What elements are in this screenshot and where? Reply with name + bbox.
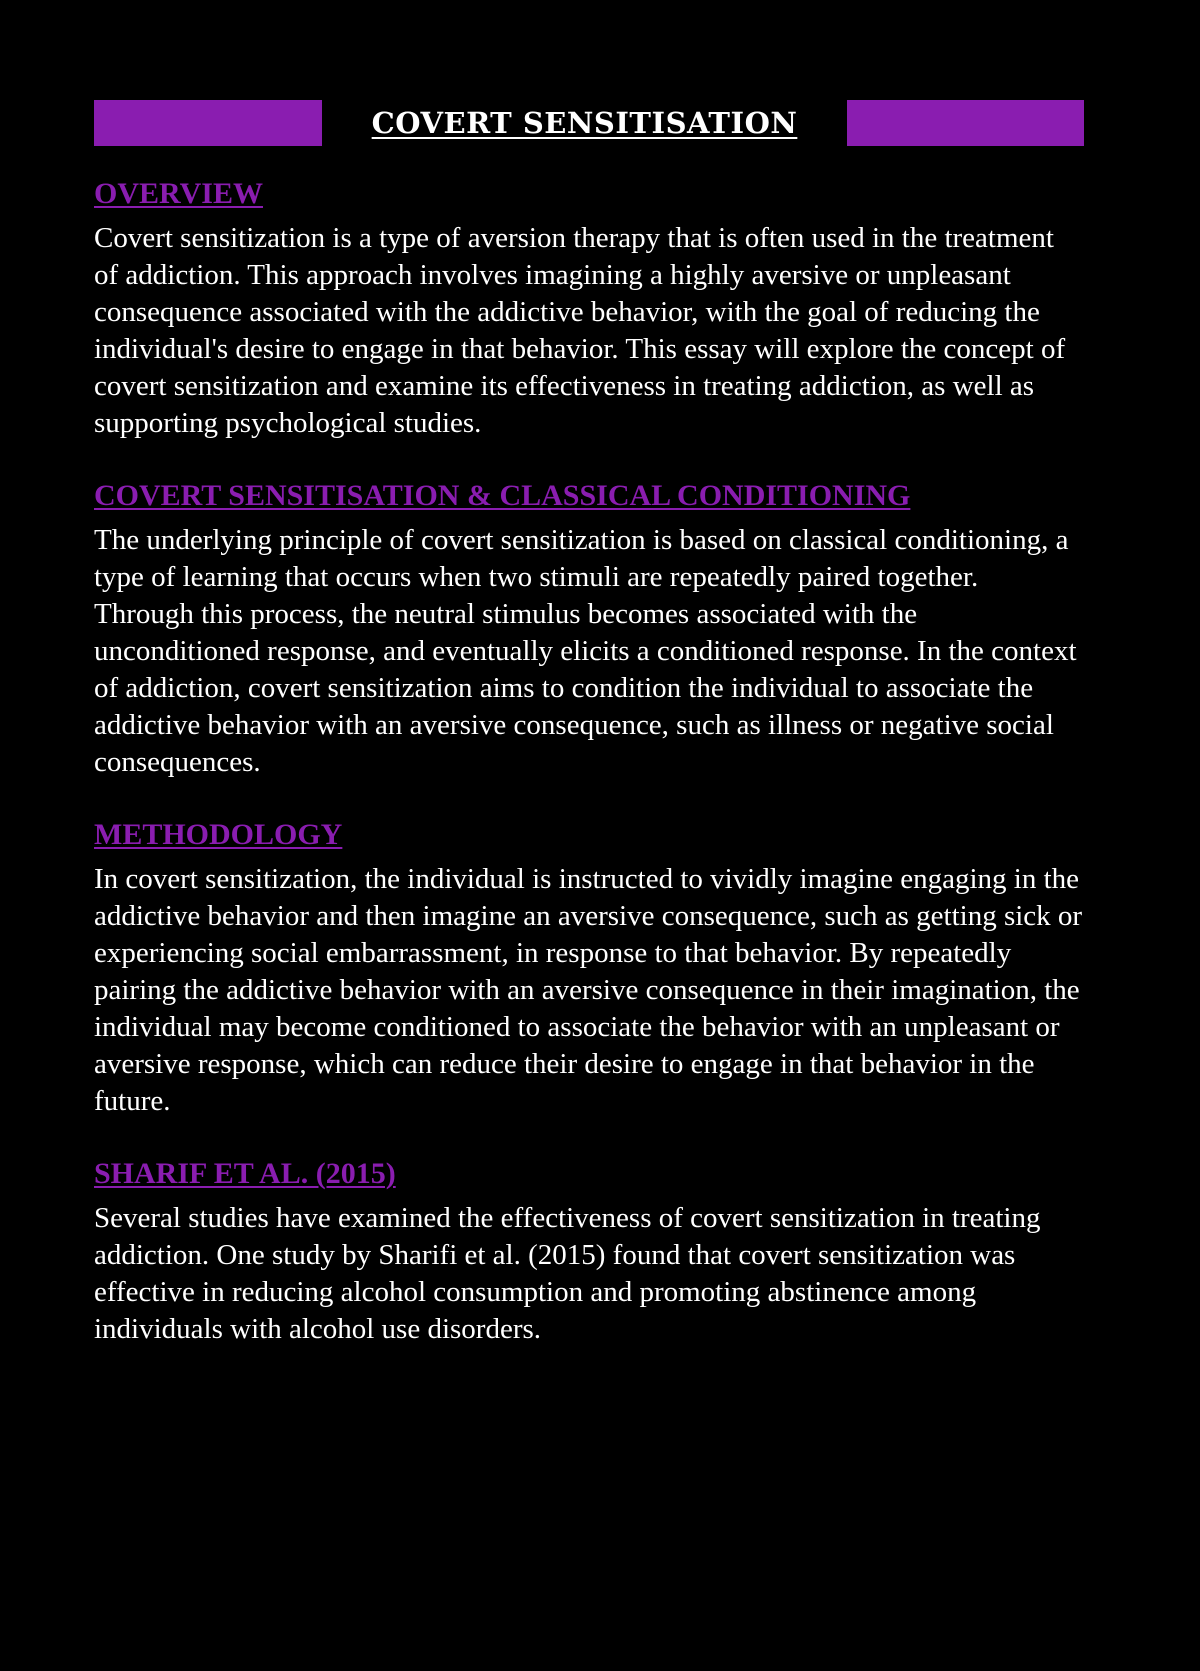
section-body: In covert sensitization, the individual is instructed to vividly imagine engaging in the addictive behavior and then imagine an aversive consequence, such as getting sick or experiencing social embarrassment, in response to that behavior. By repeatedly pairing the addictive behavior with an aversive consequence in their imagination, the individual may become conditioned to associate the behavior with an unpleasant or aversive response, which can reduce their desire to engage in that behavior in the future. bbox=[94, 863, 1083, 1117]
section-heading: COVERT SENSITISATION & CLASSICAL CONDITIONING bbox=[94, 479, 911, 512]
section-heading: OVERVIEW bbox=[94, 177, 263, 210]
section-overview bbox=[94, 176, 1084, 442]
section-body: Several studies have examined the effectiveness of covert sensitization in treating addiction. One study by Sharifi et al. (2015) found that covert sensitization was effective in reducing alcohol consumption and promoting abstinence among individuals with alcohol use disorders. bbox=[94, 1202, 1041, 1345]
title-bar-left bbox=[94, 100, 322, 146]
section-heading: METHODOLOGY bbox=[94, 818, 343, 851]
section-sharif-study bbox=[94, 1156, 1084, 1348]
section-methodology bbox=[94, 817, 1084, 1120]
section-classical-conditioning bbox=[94, 478, 1084, 781]
title-banner bbox=[94, 100, 1084, 146]
document-title: COVERT SENSITISATION bbox=[371, 106, 798, 140]
document-page bbox=[94, 100, 1084, 1384]
section-body: Covert sensitization is a type of aversion therapy that is often used in the treatment of addiction. This approach involves imagining a highly aversive or unpleasant consequence associated with the addictive behavior, with the goal of reducing the individual's desire to engage in that behavior. This essay will explore the concept of covert sensitization and examine its effectiveness in treating addiction, as well as supporting psychological studies. bbox=[94, 222, 1066, 439]
section-body: The underlying principle of covert sensitization is based on classical conditioning, a type of learning that occurs when two stimuli are repeatedly paired together. Through this process, the neutral stimulus becomes associated with the unconditioned response, and eventually elicits a conditioned response. In the context of addiction, covert sensitization aims to condition the individual to associate the addictive behavior with an aversive consequence, such as illness or negative social consequences. bbox=[94, 524, 1077, 778]
title-bar-right bbox=[847, 100, 1084, 146]
section-heading: SHARIF ET AL. (2015) bbox=[94, 1157, 396, 1190]
